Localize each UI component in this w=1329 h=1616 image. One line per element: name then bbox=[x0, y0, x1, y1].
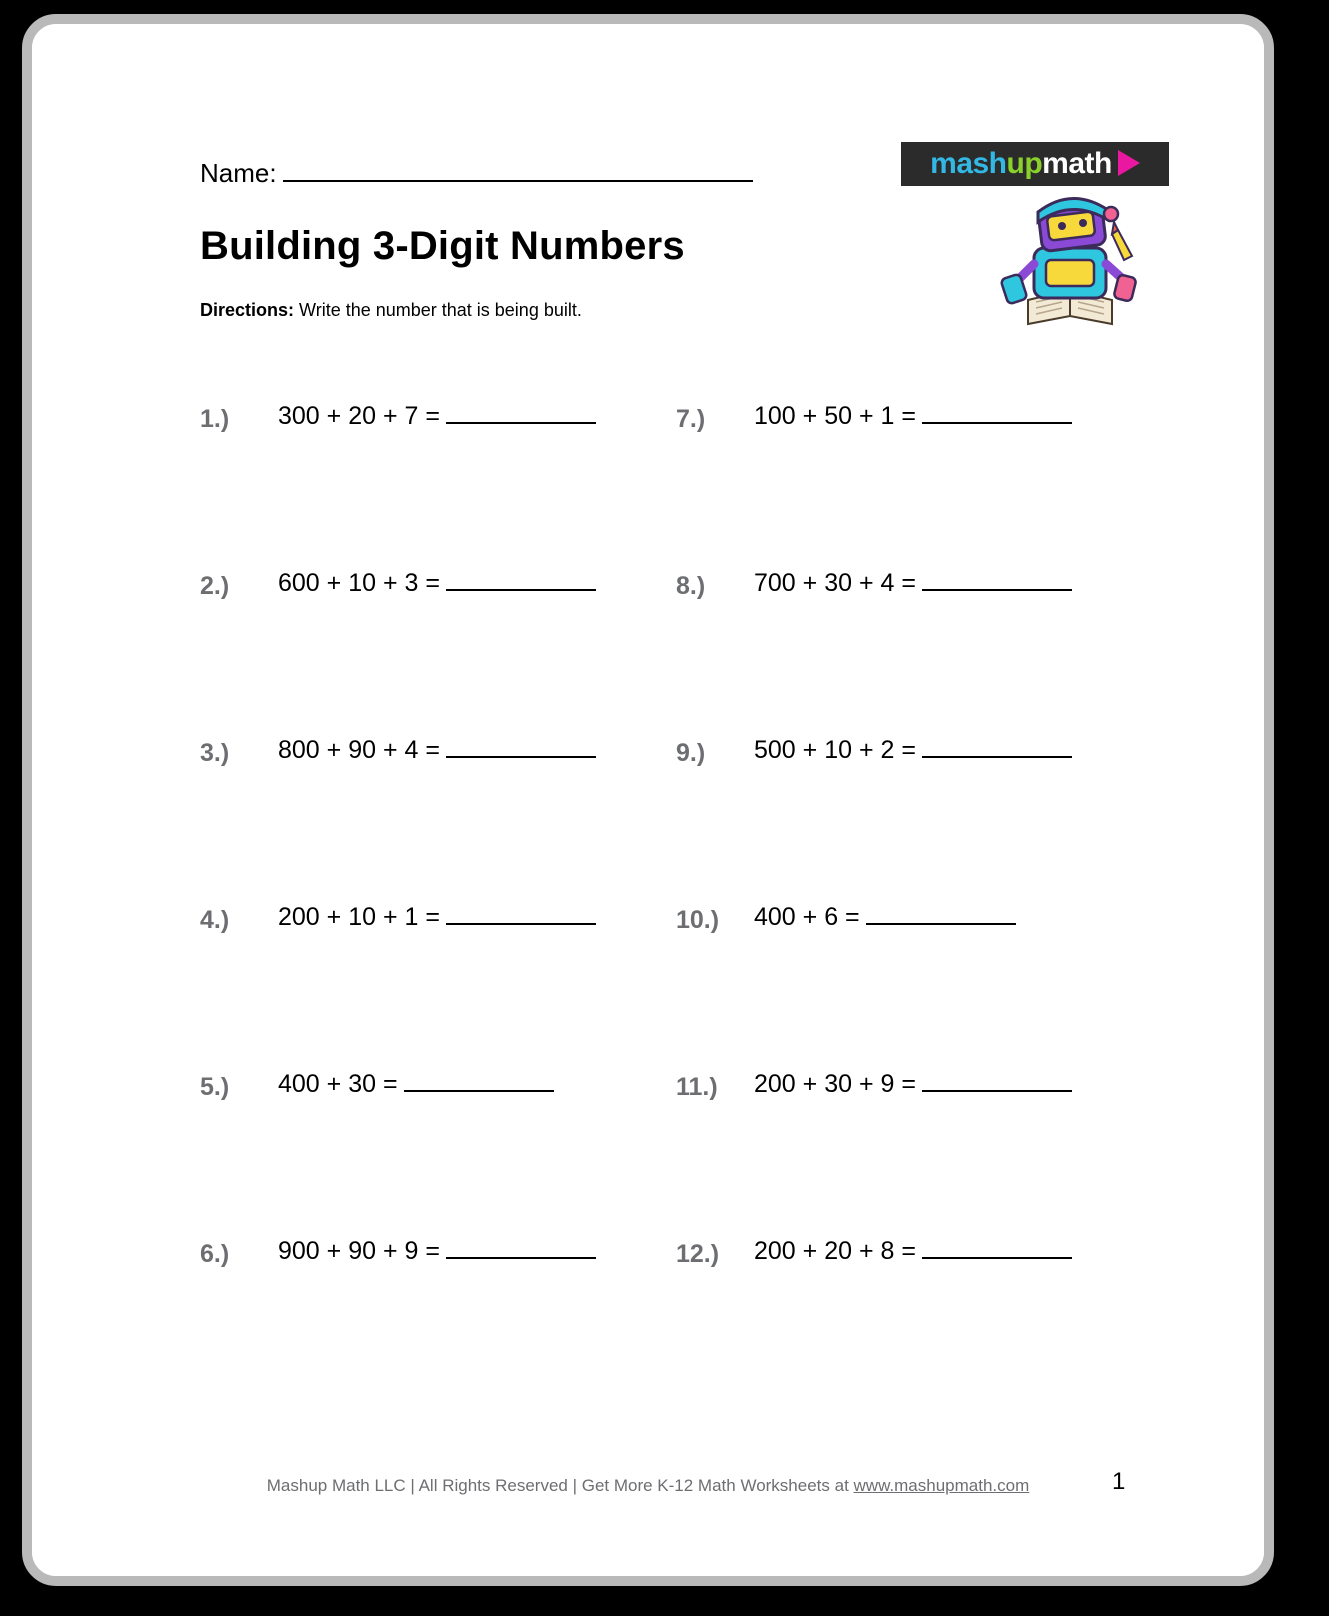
problems-grid bbox=[200, 402, 1140, 1404]
problem-number: 6.) bbox=[200, 1240, 230, 1268]
logo-part-mash: mash bbox=[930, 147, 1007, 180]
answer-blank[interactable] bbox=[446, 903, 596, 925]
answer-blank[interactable] bbox=[922, 1070, 1072, 1092]
expression-text: 500 + 10 + 2 = bbox=[754, 736, 916, 764]
expression-text: 800 + 90 + 4 = bbox=[278, 736, 440, 764]
expression-text: 100 + 50 + 1 = bbox=[754, 402, 916, 430]
problem-item bbox=[676, 736, 1140, 903]
problem-expression bbox=[754, 736, 1072, 765]
problem-expression bbox=[754, 903, 1016, 932]
worksheet-sheet bbox=[32, 24, 1264, 1576]
expression-text: 300 + 20 + 7 = bbox=[278, 402, 440, 430]
expression-text: 700 + 30 + 4 = bbox=[754, 569, 916, 597]
answer-blank[interactable] bbox=[446, 1237, 596, 1259]
answer-blank[interactable] bbox=[922, 736, 1072, 758]
problem-item bbox=[200, 903, 676, 1070]
problem-item bbox=[200, 736, 676, 903]
problem-item bbox=[200, 1237, 676, 1404]
problem-number: 11.) bbox=[676, 1073, 718, 1101]
problem-number: 1.) bbox=[200, 405, 230, 433]
problem-row bbox=[200, 402, 1140, 569]
logo-part-up: up bbox=[1006, 147, 1043, 180]
directions bbox=[200, 300, 582, 321]
problem-number: 7.) bbox=[676, 405, 706, 433]
logo-part-math: math bbox=[1042, 147, 1112, 180]
problem-item bbox=[676, 402, 1140, 569]
problem-expression bbox=[278, 1237, 596, 1266]
answer-blank[interactable] bbox=[922, 569, 1072, 591]
answer-blank[interactable] bbox=[404, 1070, 554, 1092]
problem-expression bbox=[278, 736, 596, 765]
footer-text: Mashup Math LLC | All Rights Reserved | Get More K-12 Math Worksheets at bbox=[266, 1476, 854, 1495]
page-title: Building 3-Digit Numbers bbox=[200, 224, 685, 268]
problem-expression bbox=[754, 569, 1072, 598]
worksheet-page bbox=[22, 14, 1274, 1586]
problem-item bbox=[676, 1070, 1140, 1237]
problem-expression bbox=[278, 402, 596, 431]
footer-link[interactable]: www.mashupmath.com bbox=[853, 1476, 1030, 1495]
name-row bbox=[200, 158, 753, 189]
problem-number: 5.) bbox=[200, 1073, 230, 1101]
name-input-blank[interactable] bbox=[283, 158, 753, 182]
answer-blank[interactable] bbox=[446, 569, 596, 591]
expression-text: 900 + 90 + 9 = bbox=[278, 1237, 440, 1265]
problem-expression bbox=[754, 1237, 1072, 1266]
directions-label: Directions: bbox=[200, 300, 295, 320]
expression-text: 600 + 10 + 3 = bbox=[278, 569, 440, 597]
mashup-math-logo bbox=[901, 142, 1169, 186]
name-label: Name: bbox=[200, 158, 277, 188]
problem-item bbox=[676, 569, 1140, 736]
problem-item bbox=[200, 569, 676, 736]
problem-expression bbox=[754, 1070, 1072, 1099]
footer bbox=[32, 1476, 1264, 1496]
expression-text: 400 + 30 = bbox=[278, 1070, 398, 1098]
problem-row bbox=[200, 903, 1140, 1070]
problem-expression bbox=[278, 569, 596, 598]
expression-text: 400 + 6 = bbox=[754, 903, 860, 931]
answer-blank[interactable] bbox=[866, 903, 1016, 925]
problem-row bbox=[200, 1237, 1140, 1404]
logo-wordmark bbox=[930, 149, 1140, 179]
directions-text: Write the number that is being built. bbox=[294, 300, 582, 320]
expression-text: 200 + 20 + 8 = bbox=[754, 1237, 916, 1265]
problem-item bbox=[200, 402, 676, 569]
expression-text: 200 + 10 + 1 = bbox=[278, 903, 440, 931]
problem-number: 8.) bbox=[676, 572, 706, 600]
problem-item bbox=[676, 1237, 1140, 1404]
problem-expression bbox=[754, 402, 1072, 431]
problem-expression bbox=[278, 1070, 554, 1099]
play-triangle-icon bbox=[1118, 150, 1140, 176]
problem-number: 2.) bbox=[200, 572, 230, 600]
problem-expression bbox=[278, 903, 596, 932]
answer-blank[interactable] bbox=[446, 736, 596, 758]
answer-blank[interactable] bbox=[446, 402, 596, 424]
robot-mascot-illustration bbox=[990, 190, 1150, 336]
problem-row bbox=[200, 1070, 1140, 1237]
problem-row bbox=[200, 569, 1140, 736]
problem-number: 10.) bbox=[676, 906, 720, 934]
problem-row bbox=[200, 736, 1140, 903]
problem-number: 9.) bbox=[676, 739, 706, 767]
problem-item bbox=[200, 1070, 676, 1237]
page-number: 1 bbox=[1112, 1468, 1126, 1495]
answer-blank[interactable] bbox=[922, 1237, 1072, 1259]
problem-number: 4.) bbox=[200, 906, 230, 934]
problem-number: 12.) bbox=[676, 1240, 720, 1268]
answer-blank[interactable] bbox=[922, 402, 1072, 424]
problem-number: 3.) bbox=[200, 739, 230, 767]
expression-text: 200 + 30 + 9 = bbox=[754, 1070, 916, 1098]
problem-item bbox=[676, 903, 1140, 1070]
